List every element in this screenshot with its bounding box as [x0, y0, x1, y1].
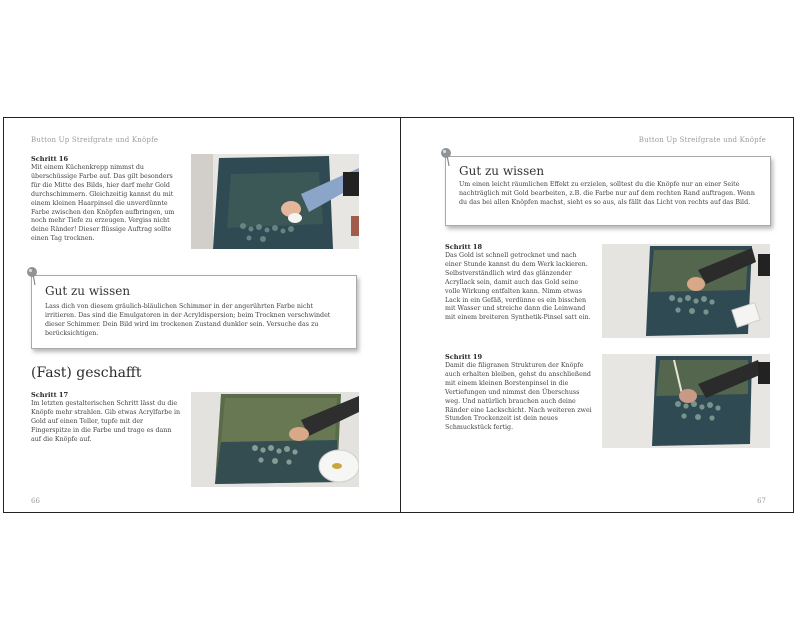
tip-title-left: Gut zu wissen — [45, 284, 131, 298]
photo-step18 — [602, 244, 770, 338]
page-number-right: 67 — [757, 497, 766, 505]
tip-title-right: Gut zu wissen — [459, 164, 545, 178]
tip-box-right — [445, 156, 771, 226]
tip-box-left — [31, 275, 357, 349]
pushpin-icon — [25, 266, 41, 286]
step17-title: Schritt 17 — [31, 391, 69, 399]
step16-title: Schritt 16 — [31, 155, 69, 163]
photo-step17 — [191, 392, 359, 487]
step16-text: Mit einem Küchenkrepp nimmst du überschüssige Farbe auf. Das gilt besonders für die Mitte des Bilds, hier darf mehr Gold durchschimmern. Gleichzeitig kannst du mit einem kleinen Haarpinsel die unverdünnte Farbe zwischen den Knöpfen aufbringen, um noch mehr Tiefe zu erzeugen. Vergiss nicht deine Ränder! Dieser flüssige Auftrag sollte einen Tag trocknen. — [31, 164, 175, 243]
step19-title: Schritt 19 — [445, 353, 483, 361]
photo-step16 — [191, 154, 359, 249]
running-head-left: Button Up Streifgrate und Knöpfe — [31, 136, 159, 144]
step18-title: Schritt 18 — [445, 243, 483, 251]
page-gutter — [400, 118, 401, 512]
book-spread — [3, 117, 794, 513]
tip-text-right: Um einen leicht räumlichen Effekt zu erzielen, solltest du die Knöpfe nur an einer Seite nachträglich mit Gold bearbeiten, z.B. die Farbe nur auf dem rechten Rand auftragen. Wenn du das bei allen Knöpfen machst, sieht es so aus, als fällt das Licht von rechts auf das Bild. — [459, 181, 755, 206]
step17-text: Im letzten gestalterischen Schritt lässt du die Knöpfe mehr strahlen. Gib etwas Acrylfarbe in Gold auf einen Teller, tupfe mit der Fingerspitze in die Farbe und trage es dann auf die Knöpfe auf. — [31, 400, 181, 443]
step19-text: Damit die filigranen Strukturen der Knöpfe auch erhalten bleiben, gehst du anschließend mit einem kleinen Borstenpinsel in die Vertiefungen und nimmst den Überschuss weg. Und natürlich brauchen auch deine Ränder eine Lackschicht. Nach weiteren zwei Stunden Trockenzeit ist dein neues Schmuckstück fertig. — [445, 362, 592, 432]
running-head-right: Button Up Streifgrate und Knöpfe — [638, 136, 766, 144]
pushpin-icon — [439, 147, 455, 167]
tip-text-left: Lass dich von diesem gräulich-bläulichen Schimmer in der angerührten Farbe nicht irritieren. Das sind die Emulgatoren in der Acryldispersion; beim Trocknen verschwindet dieser Schimmer. Dein Bild wird im trockenen Zustand dunkler sein. Versuche das zu berücksichtigen. — [45, 303, 331, 337]
page-number-left: 66 — [31, 497, 40, 505]
section-title: (Fast) geschafft — [31, 365, 142, 381]
step18-text: Das Gold ist schnell getrocknet und nach einer Stunde kannst du dem Werk lackieren. Selbstverständlich wird das glänzender Acryllack sein, damit auch das Gold seine volle Wirkung entfalten kann. Nimm etwas Lack in ein Gefäß, verdünne es ein bisschen mit Wasser und streiche dann die Leinwand mit einem breiteren Synthetik-Pinsel satt ein. — [445, 252, 591, 322]
photo-step19 — [602, 354, 770, 448]
